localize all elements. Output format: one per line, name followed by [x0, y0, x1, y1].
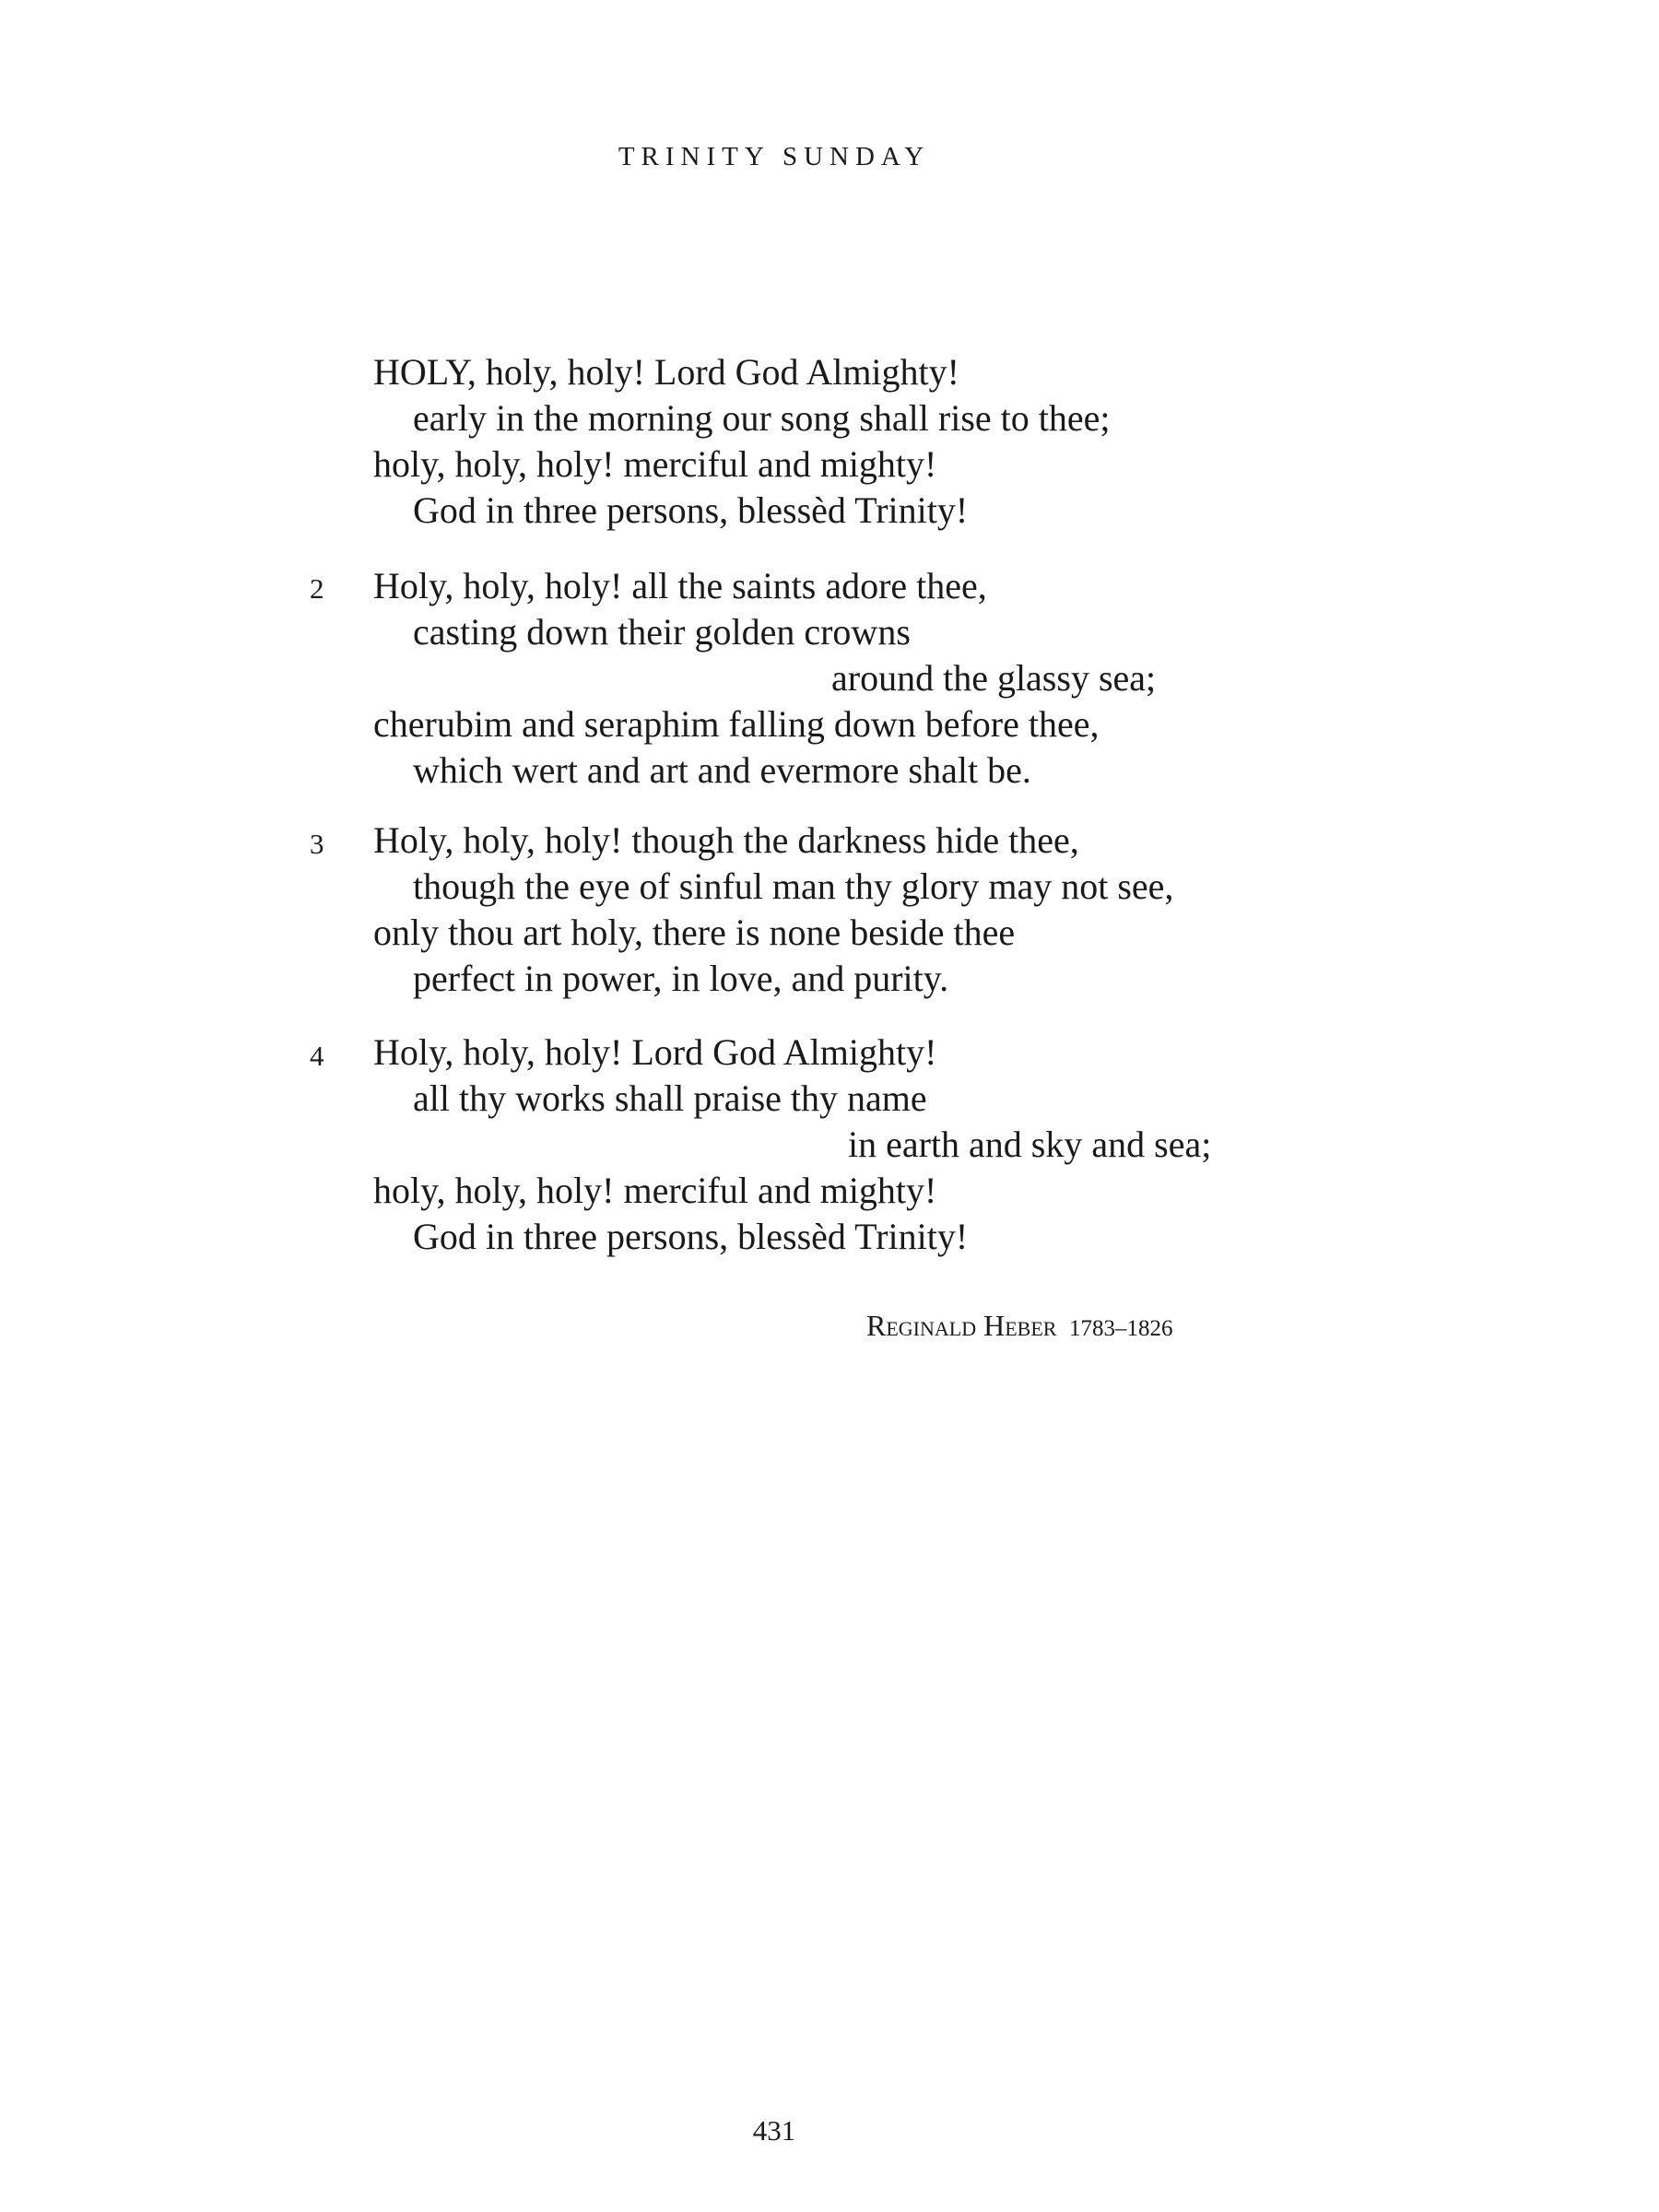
- verse-4-line-3: in earth and sky and sea;: [848, 1124, 1212, 1165]
- verse-3-line-1: Holy, holy, holy! though the darkness hide thee,: [373, 819, 1079, 861]
- verse-1-line-3: holy, holy, holy! merciful and mighty!: [373, 443, 937, 485]
- verse-4-line-1: Holy, holy, holy! Lord God Almighty!: [373, 1031, 937, 1073]
- verse-1-line-1: HOLY, holy, holy! Lord God Almighty!: [373, 351, 959, 393]
- verse-2-line-1: Holy, holy, holy! all the saints adore thee,: [373, 565, 987, 606]
- verse-2-line-2: casting down their golden crowns: [413, 611, 911, 653]
- verse-3-line-4: perfect in power, in love, and purity.: [413, 958, 949, 999]
- author-name: Reginald Heber: [866, 1309, 1057, 1342]
- verse-4-line-4: holy, holy, holy! merciful and mighty!: [373, 1170, 937, 1211]
- verse-1-line-2: early in the morning our song shall rise to thee;: [413, 397, 1111, 439]
- verse-number: 2: [310, 572, 324, 605]
- attribution: [866, 1309, 1172, 1343]
- verse-number: 3: [310, 828, 324, 860]
- verse-4-line-2: all thy works shall praise thy name: [413, 1077, 927, 1119]
- verse-4-line-5: God in three persons, blessèd Trinity!: [413, 1216, 969, 1257]
- verse-2-line-4: cherubim and seraphim falling down before thee,: [373, 703, 1100, 745]
- verse-1-line-4: God in three persons, blessèd Trinity!: [413, 489, 969, 531]
- page-header: TRINITY SUNDAY: [618, 142, 931, 171]
- verse-2-line-3: around the glassy sea;: [831, 657, 1157, 699]
- verse-2-line-5: which wert and art and evermore shalt be.: [413, 749, 1031, 791]
- verse-3-line-3: only thou art holy, there is none beside thee: [373, 912, 1016, 953]
- verse-3-line-2: though the eye of sinful man thy glory may not see,: [413, 865, 1174, 907]
- author-dates: 1783–1826: [1068, 1316, 1173, 1341]
- verse-number: 4: [310, 1040, 324, 1072]
- page-number: 431: [752, 2114, 796, 2147]
